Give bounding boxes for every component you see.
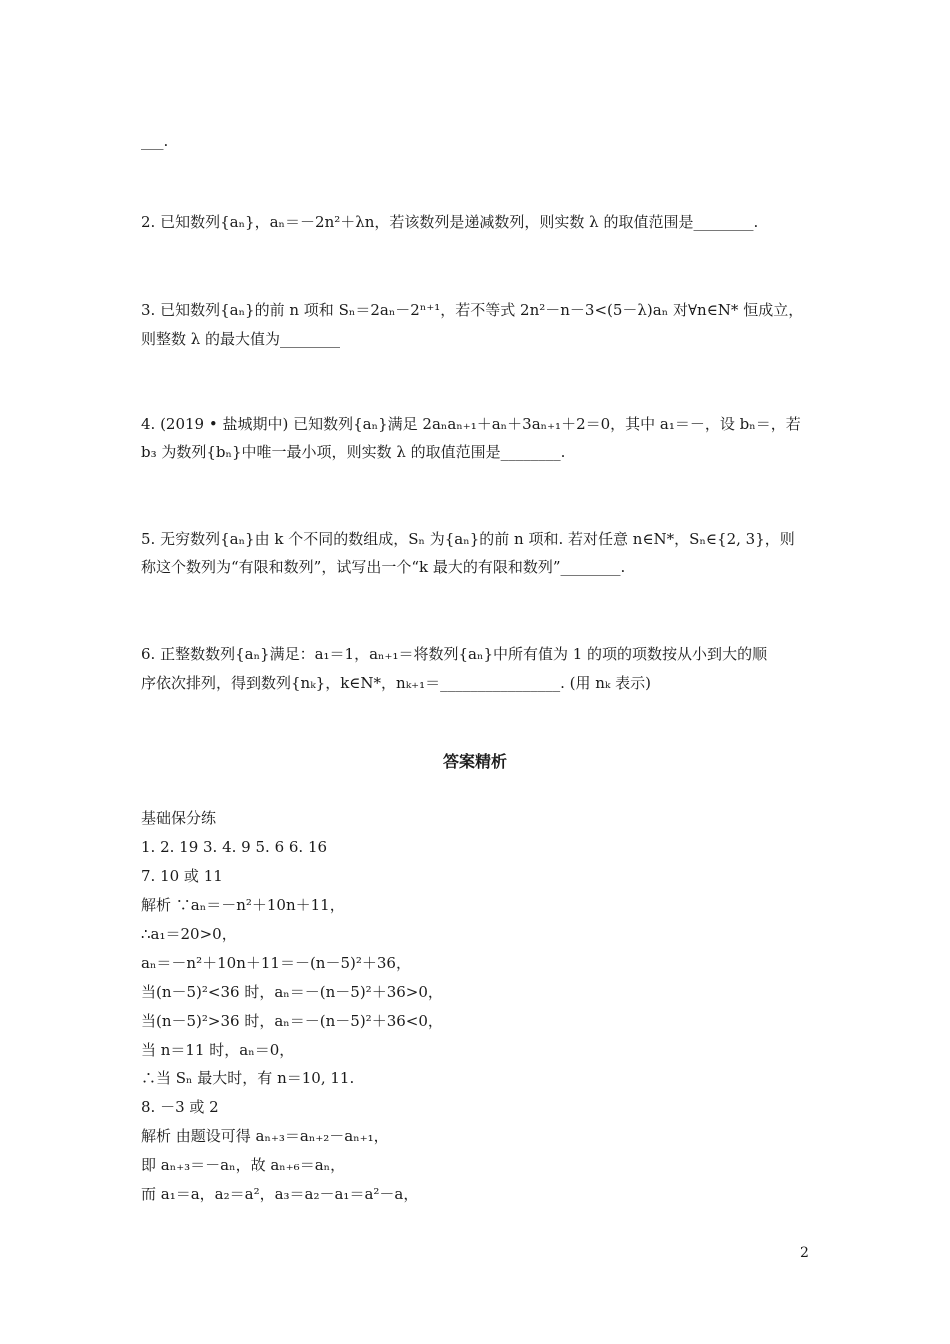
answer-line: 解析 ∵aₙ＝－n²＋10n＋11， xyxy=(141,896,345,914)
problem-5-line-2: 称这个数列为“有限和数列”，试写出一个“k 最大的有限和数列”________. xyxy=(141,558,626,576)
answer-line: 解析 由题设可得 aₙ₊₃＝aₙ₊₂－aₙ₊₁， xyxy=(141,1127,389,1145)
answer-line: ∴当 Sₙ 最大时，有 n＝10, 11. xyxy=(141,1069,355,1087)
answer-section-title: 答案精析 xyxy=(442,752,507,771)
answer-line: aₙ＝－n²＋10n＋11＝－(n－5)²＋36， xyxy=(141,954,411,972)
answer-line: 当 n＝11 时，aₙ＝0， xyxy=(141,1041,295,1059)
answer-line: 当(n－5)²<36 时，aₙ＝－(n－5)²＋36>0， xyxy=(141,983,443,1001)
problem-3-line-2: 则整数 λ 的最大值为________ xyxy=(141,330,341,348)
page-number: 2 xyxy=(800,1245,809,1261)
answer-blank-line: ___. xyxy=(141,132,169,150)
answer-line: 当(n－5)²>36 时，aₙ＝－(n－5)²＋36<0， xyxy=(141,1012,443,1030)
problem-4-line-2: b₃ 为数列{bₙ}中唯一最小项，则实数 λ 的取值范围是________. xyxy=(141,443,566,461)
answer-line: 即 aₙ₊₃＝－aₙ，故 aₙ₊₆＝aₙ， xyxy=(141,1156,346,1174)
problem-2-line-1: 2. 已知数列{aₙ}，aₙ＝－2n²＋λn，若该数列是递减数列，则实数 λ 的取值范围是________. xyxy=(141,213,759,231)
problem-6-line-1: 6. 正整数数列{aₙ}满足：a₁＝1，aₙ₊₁＝将数列{aₙ}中所有值为 1 的项的项数按从小到大的顺 xyxy=(141,645,768,663)
answer-line: 而 a₁＝a，a₂＝a²，a₃＝a₂－a₁＝a²－a， xyxy=(141,1185,419,1203)
problem-4-line-1: 4. (2019 • 盐城期中) 已知数列{aₙ}满足 2aₙaₙ₊₁＋aₙ＋3aₙ₊₁＋2＝0，其中 a₁＝－，设 bₙ＝，若 xyxy=(141,415,801,433)
answer-line: ∴a₁＝20>0， xyxy=(141,925,237,943)
answer-line: 7. 10 或 11 xyxy=(141,867,223,885)
problem-6-line-2: 序依次排列，得到数列{nₖ}，k∈N*，nₖ₊₁＝________________. (用 nₖ 表示) xyxy=(141,674,652,692)
problem-3-line-1: 3. 已知数列{aₙ}的前 n 项和 Sₙ＝2aₙ－2ⁿ⁺¹，若不等式 2n²－n－3<(5－λ)aₙ 对∀n∈N* 恒成立， xyxy=(141,301,804,319)
problem-5-line-1: 5. 无穷数列{aₙ}由 k 个不同的数组成，Sₙ 为{aₙ}的前 n 项和. 若对任意 n∈N*，Sₙ∈{2, 3}，则 xyxy=(141,530,795,548)
answer-line: 1. 2. 19 3. 4. 9 5. 6 6. 16 xyxy=(141,838,328,856)
answer-line: 8. －3 或 2 xyxy=(141,1098,219,1116)
answer-line: 基础保分练 xyxy=(141,809,217,827)
